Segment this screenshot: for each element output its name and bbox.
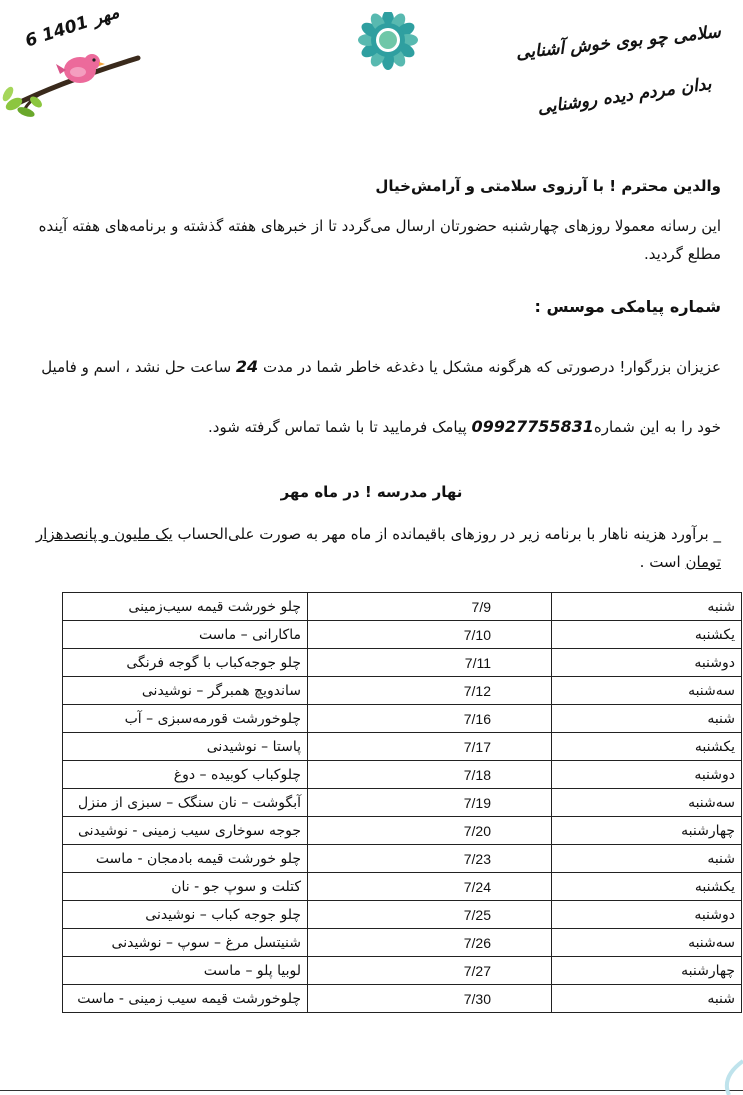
menu-food-cell: ماکارانی – ماست (63, 621, 308, 649)
table-row (63, 649, 742, 677)
menu-day-cell: یکشنبه (552, 621, 742, 649)
menu-day-cell: دوشنبه (552, 901, 742, 929)
notice-line-1 (20, 353, 721, 381)
menu-food-cell: چلو خورشت قیمه سیب‌زمینی (63, 593, 308, 621)
menu-food-cell: چلو جوجه کباب – نوشیدنی (63, 901, 308, 929)
table-row (63, 621, 742, 649)
cost-estimate (20, 520, 721, 576)
menu-date-cell: 7/16 (308, 705, 552, 733)
notice-2-pre: خود را به این شماره (593, 418, 721, 436)
menu-date-cell: 7/9 (308, 593, 552, 621)
footer-divider (0, 1090, 743, 1091)
sms-number: 09927755831 (471, 417, 594, 436)
menu-day-cell: سه‌شنبه (552, 929, 742, 957)
menu-date-cell: 7/24 (308, 873, 552, 901)
menu-day-cell: شنبه (552, 845, 742, 873)
notice-1-pre: عزیزان بزرگوار! درصورتی که هرگونه مشکل یا دغدغه خاطر شما در مدت (258, 358, 721, 376)
menu-food-cell: لوبیا پلو – ماست (63, 957, 308, 985)
table-row (63, 677, 742, 705)
salutation: والدین محترم ! با آرزوی سلامتی و آرامش‌خیال (375, 177, 721, 195)
date-stamp-text: 6 مهر 1401 (22, 2, 122, 52)
table-row (63, 593, 742, 621)
menu-day-cell: دوشنبه (552, 649, 742, 677)
menu-food-cell: شنیتسل مرغ – سوپ – نوشیدنی (63, 929, 308, 957)
date-stamp (0, 2, 150, 122)
notice-hours: 24 (235, 357, 259, 376)
menu-day-cell: چهارشنبه (552, 817, 742, 845)
menu-food-cell: چلو خورشت قیمه بادمجان - ماست (63, 845, 308, 873)
menu-day-cell: چهارشنبه (552, 957, 742, 985)
menu-date-cell: 7/10 (308, 621, 552, 649)
menu-date-cell: 7/11 (308, 649, 552, 677)
menu-date-cell: 7/20 (308, 817, 552, 845)
menu-food-cell: پاستا – نوشیدنی (63, 733, 308, 761)
table-row (63, 873, 742, 901)
estimate-post: است . (639, 553, 686, 571)
corner-decoration-icon (693, 1055, 743, 1095)
menu-date-cell: 7/18 (308, 761, 552, 789)
table-row (63, 817, 742, 845)
table-row (63, 929, 742, 957)
greeting-poem (515, 8, 723, 119)
table-row (63, 985, 742, 1013)
menu-date-cell: 7/12 (308, 677, 552, 705)
notice-1-post: ساعت حل نشد ، اسم و فامیل (41, 358, 236, 376)
menu-food-cell: چلوخورشت قورمه‌سبزی – آب (63, 705, 308, 733)
table-row (63, 761, 742, 789)
menu-food-cell: چلو جوجه‌کباب با گوجه فرنگی (63, 649, 308, 677)
sms-heading: شماره پیامکی موسس : (534, 297, 721, 316)
table-row (63, 789, 742, 817)
estimate-pre: _ برآورد هزینه ناهار با برنامه زیر در روزهای باقیمانده از ماه مهر به صورت علی‌الحساب (172, 525, 721, 543)
greeting-line-1: سلامی چو بوی خوش آشنایی (515, 22, 723, 64)
lunch-heading: نهار مدرسه ! در ماه مهر (280, 483, 463, 501)
menu-date-cell: 7/25 (308, 901, 552, 929)
menu-food-cell: ساندویچ همبرگر – نوشیدنی (63, 677, 308, 705)
menu-day-cell: یکشنبه (552, 873, 742, 901)
menu-date-cell: 7/27 (308, 957, 552, 985)
menu-food-cell: کتلت و سوپ جو - نان (63, 873, 308, 901)
greeting-line-2: بدان مردم دیده روشنایی (536, 74, 713, 119)
table-row (63, 705, 742, 733)
menu-day-cell: شنبه (552, 705, 742, 733)
notice-line-2 (20, 413, 721, 441)
menu-food-cell: چلوکباب کوبیده – دوغ (63, 761, 308, 789)
menu-food-cell: چلوخورشت قیمه سیب زمینی - ماست (63, 985, 308, 1013)
menu-date-cell: 7/26 (308, 929, 552, 957)
menu-date-cell: 7/19 (308, 789, 552, 817)
table-row (63, 845, 742, 873)
menu-day-cell: شنبه (552, 593, 742, 621)
menu-day-cell: یکشنبه (552, 733, 742, 761)
menu-day-cell: دوشنبه (552, 761, 742, 789)
table-row (63, 957, 742, 985)
menu-food-cell: جوجه سوخاری سیب زمینی - نوشیدنی (63, 817, 308, 845)
menu-day-cell: شنبه (552, 985, 742, 1013)
menu-day-cell: سه‌شنبه (552, 677, 742, 705)
flower-logo-icon (348, 12, 428, 72)
estimate-amount: یک ملیون و پانصدهزار تومان (35, 525, 721, 571)
lunch-menu-table (62, 592, 742, 1013)
menu-date-cell: 7/17 (308, 733, 552, 761)
menu-date-cell: 7/30 (308, 985, 552, 1013)
intro-paragraph: این رسانه معمولا روزهای چهارشنبه حضورتان ارسال می‌گردد تا از خبرهای هفته گذشته و برنامه‌های هفته آینده مطلع گردید. (38, 217, 721, 263)
menu-date-cell: 7/23 (308, 845, 552, 873)
table-row (63, 901, 742, 929)
notice-2-post: پیامک فرمایید تا با شما تماس گرفته شود. (208, 418, 472, 436)
school-logo (348, 12, 428, 72)
menu-day-cell: سه‌شنبه (552, 789, 742, 817)
menu-food-cell: آبگوشت – نان سنگک – سبزی از منزل (63, 789, 308, 817)
table-row (63, 733, 742, 761)
